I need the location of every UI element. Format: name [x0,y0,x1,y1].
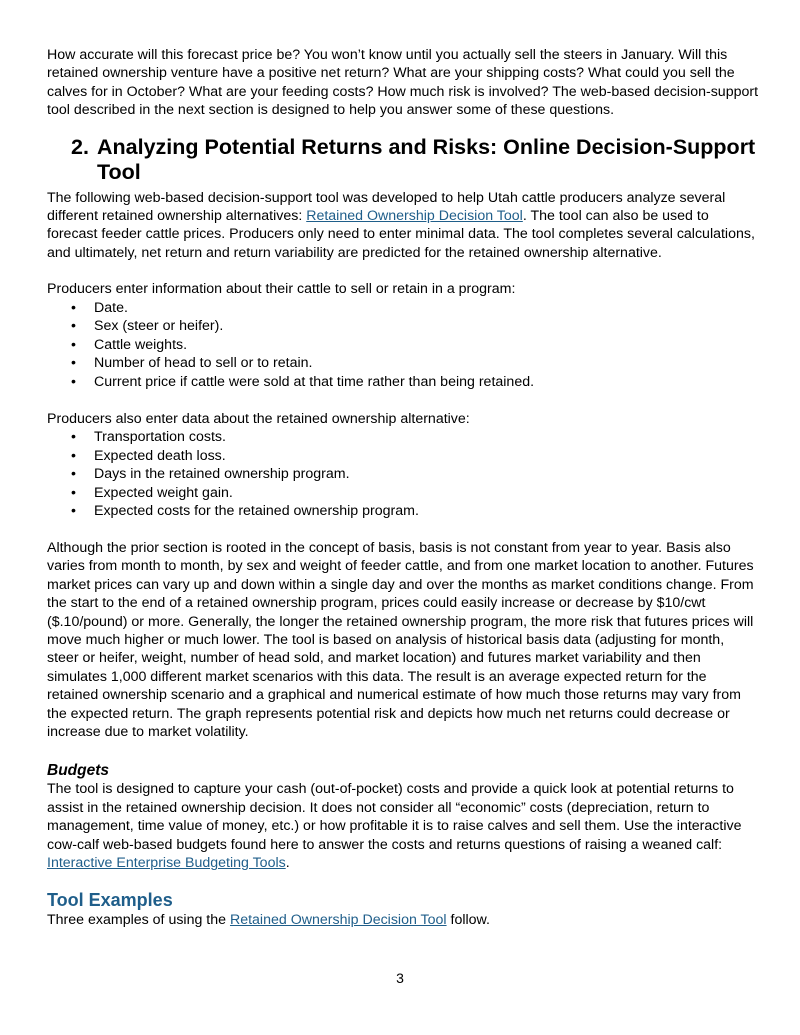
bullet-icon: • [71,429,76,446]
budgets-paragraph-text: The tool is designed to capture your cash (out-of-pocket) costs and provide a quick look at potential returns to assist in the retained ownership decision. It does not consider all “economic” costs (depreciation, return to management, time value of money, etc.) or how profitable it is to raise calves and sell them. Use the interactive cow-calf web-based budgets found here to answer the costs and returns questions of raising a weaned calf: [47,781,742,853]
tool-examples-heading: Tool Examples [47,889,173,910]
list-item [47,299,759,318]
section-number: 2. [71,134,89,159]
list-item-text: Number of head to sell or to retain. [94,355,313,372]
list-item-text: Sex (steer or heifer). [94,318,224,335]
section-heading [47,135,759,185]
list-item-text: Expected weight gain. [94,484,233,501]
list-item [47,373,759,392]
section-title: Analyzing Potential Returns and Risks: Online Decision-Support Tool [97,134,756,184]
section-paragraph-text: The following web-based decision-support tool was developed to help Utah cattle producers analyze several different retained ownership alternatives: [47,189,726,225]
tool-examples-paragraph [47,911,759,929]
bullet-icon: • [71,299,76,316]
retained-ownership-tool-link-2[interactable]: Retained Ownership Decision Tool [229,911,447,928]
alternative-list-intro: Producers also enter data about the retained ownership alternative: [47,410,470,427]
bullet-icon: • [71,484,76,501]
retained-ownership-tool-link[interactable]: Retained Ownership Decision Tool [306,208,523,225]
list-item-text: Expected death loss. [94,447,226,464]
bullet-icon: • [71,374,76,391]
list-item-text: Days in the retained ownership program. [94,466,350,483]
budgets-paragraph-end: . [285,855,290,872]
budgeting-tools-link[interactable]: Interactive Enterprise Budgeting Tools [47,855,286,872]
list-item-text: Transportation costs. [94,429,226,446]
basis-paragraph: Although the prior section is rooted in the concept of basis, basis is not constant from year to year. Basis also varies from month to month, by sex and weight of feeder cattle, and from one market location to another. Futures market prices can vary up and down within a single day and over the months as market conditions change. From the start to the end of a retained ownership program, prices could easily increase or decrease by $10/cwt ($.10/pound) or more. Generally, the longer the retained ownership program, the more risk that futures prices will move much higher or much lower. The tool is based on analysis of historical basis data (adjusting for month, steer or heifer, weight, number of head sold, and market location) and futures market variability and then simulates 1,000 different market scenarios with this data. The result is an average expected return for the retained ownership scenario and a graphical and numerical estimate of how much those returns may vary from the expected return. The graph represents potential risk and depicts how much net returns could decrease or increase due to market volatility. [47,540,754,741]
budgets-paragraph [47,780,759,872]
list-item [47,317,759,336]
bullet-icon: • [71,447,76,464]
list-item-text: Expected costs for the retained ownership program. [94,503,419,520]
section-paragraph-text-cont: . The tool can also be used to forecast feeder cattle prices. Producers only need to enter minimal data. The tool completes several calculations, and ultimately, net return and return variability are predicted for the retained ownership alternative. [47,208,755,261]
bullet-icon: • [71,336,76,353]
list-item [47,354,759,373]
alternative-info-list [47,428,759,521]
bullet-icon: • [71,503,76,520]
tool-examples-text: Three examples of using the [47,911,230,928]
bullet-icon: • [71,318,76,335]
list-item [47,336,759,355]
intro-paragraph: How accurate will this forecast price be? You won’t know until you actually sell the steers in January. Will this retained ownership venture have a positive net return? What are your shipping costs? What could you sell the calves for in October? What are your feeding costs? How much risk is involved? The web-based decision-support tool described in the next section is designed to help you answer some of these questions. [47,47,759,119]
cattle-info-list [47,299,759,392]
list-item-text: Current price if cattle were sold at that time rather than being retained. [94,374,535,391]
page-number: 3 [396,970,404,986]
list-item [47,484,759,503]
section-paragraph [47,189,759,263]
document-page [47,46,759,929]
list-item [47,428,759,447]
list-item [47,447,759,466]
cattle-list-intro: Producers enter information about their cattle to sell or retain in a program: [47,281,516,298]
bullet-icon: • [71,355,76,372]
list-item-text: Cattle weights. [94,336,188,353]
tool-examples-text-end: follow. [446,911,490,928]
budgets-heading: Budgets [47,762,109,780]
list-item [47,502,759,521]
list-item [47,465,759,484]
list-item-text: Date. [94,299,128,316]
bullet-icon: • [71,466,76,483]
